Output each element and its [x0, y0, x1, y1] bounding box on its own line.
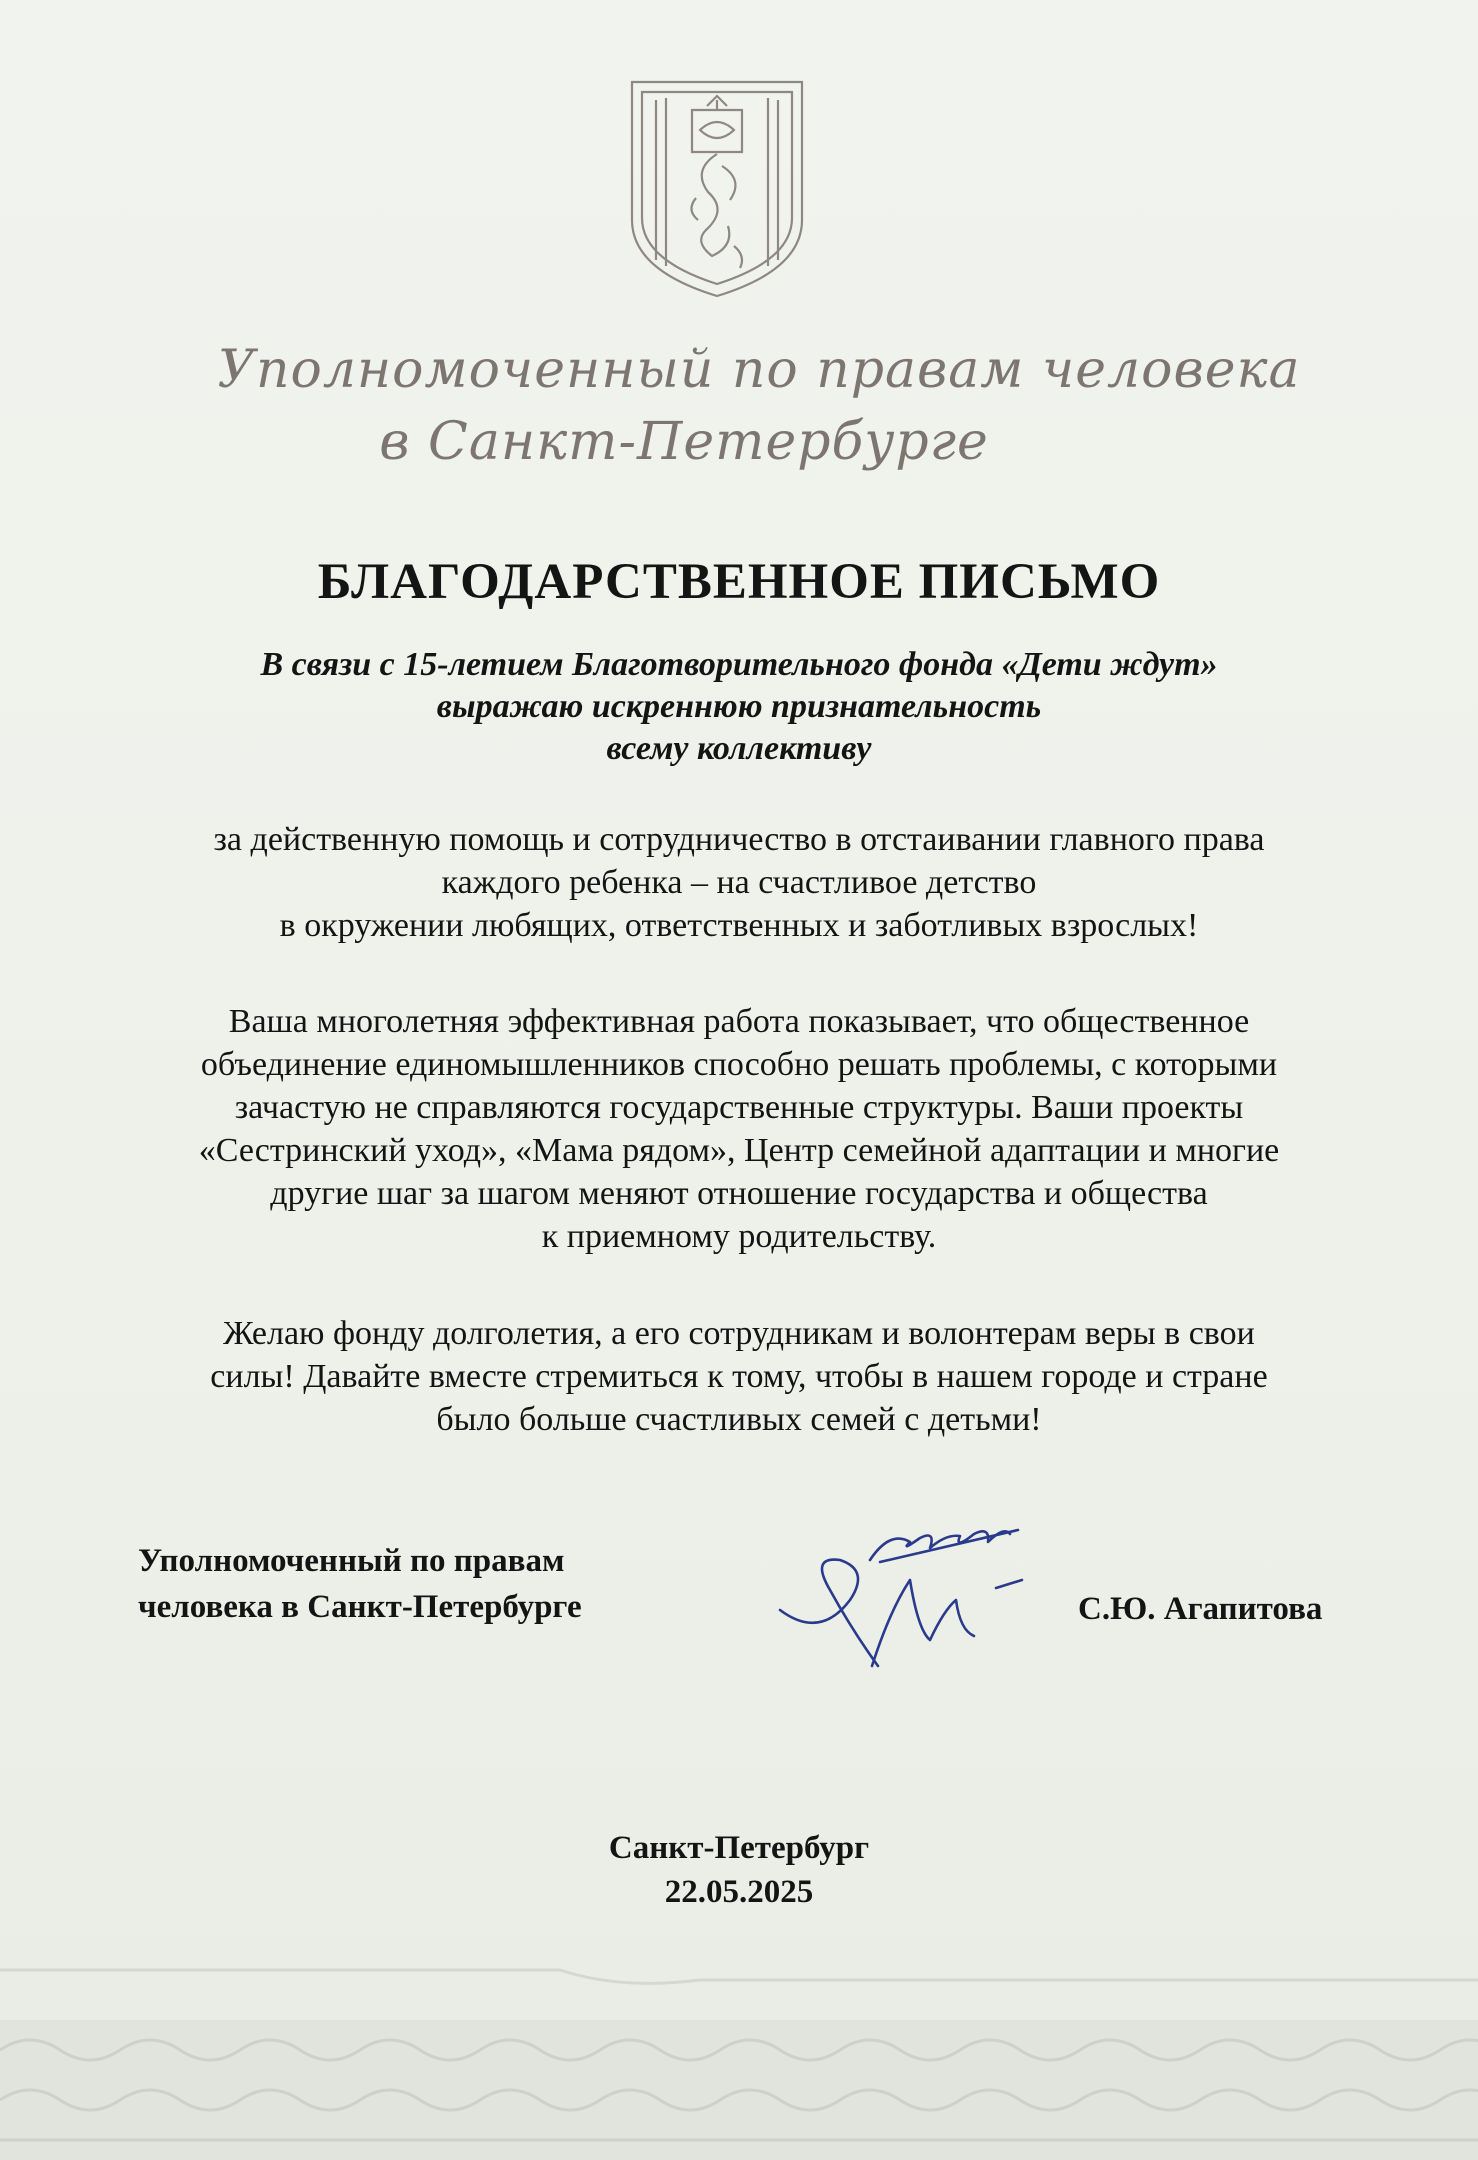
paragraph-1	[0, 818, 1478, 947]
paragraph-2-line-1: Ваша многолетняя эффективная работа показывает, что общественное	[228, 1003, 1250, 1040]
paragraph-2-line-5: другие шаг за шагом меняют отношение государства и общества	[270, 1175, 1208, 1212]
city: Санкт-Петербург	[608, 1830, 870, 1866]
signatory-role-line-1: Уполномоченный по правам	[138, 1543, 565, 1579]
handwritten-signature	[760, 1490, 1080, 1680]
issuer-line-2: в Санкт-Петербурге	[379, 412, 989, 472]
date: 22.05.2025	[664, 1874, 814, 1910]
paragraph-3-line-3: было больше счастливых семей с детьми!	[436, 1401, 1042, 1438]
lead-statement	[0, 644, 1478, 770]
signatory-name: С.Ю. Агапитова	[1078, 1591, 1323, 1627]
paragraph-3	[0, 1312, 1478, 1441]
lead-line-2: выражаю искреннюю признательность	[436, 688, 1042, 725]
paragraph-3-line-1: Желаю фонду долголетия, а его сотрудникам и волонтерам веры в свои	[223, 1315, 1255, 1352]
lead-line-1: В связи с 15-летием Благотворительного фонда «Дети ждут»	[260, 646, 1218, 683]
signatory-role-line-2: человека в Санкт-Петербурге	[138, 1589, 582, 1625]
issuer-header	[0, 334, 1478, 478]
paragraph-2-line-2: объединение единомышленников способно решать проблемы, с которыми	[200, 1046, 1278, 1083]
paragraph-1-line-3: в окружении любящих, ответственных и заботливых взрослых!	[279, 907, 1199, 944]
paragraph-2-line-4: «Сестринский уход», «Мама рядом», Центр семейной адаптации и многие	[198, 1132, 1280, 1169]
paragraph-3-line-2: силы! Давайте вместе стремиться к тому, чтобы в нашем городе и стране	[210, 1358, 1268, 1395]
paragraph-2	[0, 1000, 1478, 1258]
paragraph-1-line-2: каждого ребенка – на счастливое детство	[441, 864, 1037, 901]
lead-line-3: всему коллективу	[606, 730, 872, 767]
place-and-date	[0, 1826, 1478, 1914]
coat-of-arms-icon	[622, 70, 812, 300]
paragraph-2-line-3: зачастую не справляются государственные структуры. Ваши проекты	[234, 1089, 1244, 1126]
signatory-role	[138, 1538, 738, 1630]
paragraph-2-line-6: к приемному родительству.	[541, 1218, 937, 1255]
paragraph-1-line-1: за действенную помощь и сотрудничество в отстаивании главного права	[213, 821, 1265, 858]
letter-title: БЛАГОДАРСТВЕННОЕ ПИСЬМО	[317, 554, 1161, 610]
issuer-line-1: Уполномоченный по правам человека	[217, 340, 1301, 400]
decorative-border-ornament	[0, 1950, 1478, 2160]
